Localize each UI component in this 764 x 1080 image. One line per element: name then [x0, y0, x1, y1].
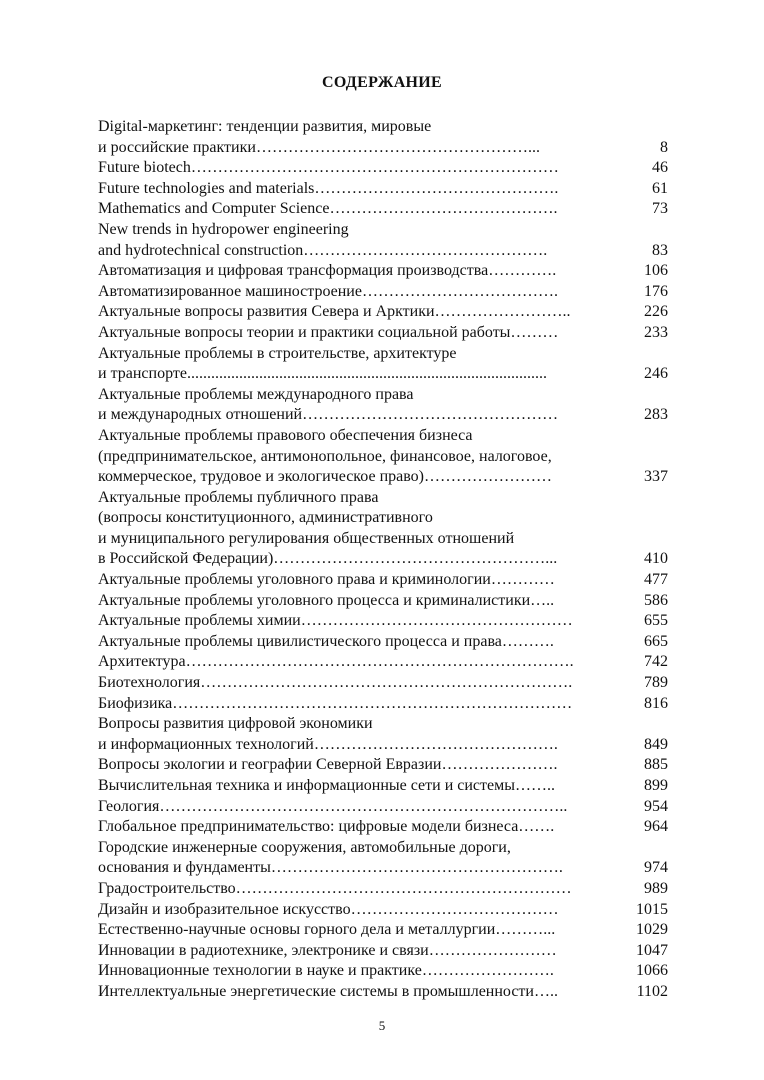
toc-entry-page: 233: [644, 323, 668, 341]
toc-entry-page: 1066: [636, 962, 668, 980]
toc-entry-page: 655: [644, 612, 668, 630]
toc-entry-title: Дизайн и изобразительное искусство…………………………………: [98, 900, 559, 918]
toc-entry-line: [98, 220, 668, 241]
toc-entry-page: 337: [644, 468, 668, 486]
toc-entry-title: Градостроительство………………………………………………………: [98, 879, 572, 897]
toc-entry-line: [98, 673, 668, 694]
toc-entry-page: 974: [644, 859, 668, 877]
toc-entry-title: Инновационные технологии в науке и практике…………………….: [98, 962, 554, 980]
toc-entry-line: [98, 282, 668, 303]
toc-entry-title: Автоматизация и цифровая трансформация производства………….: [98, 262, 557, 280]
toc-entry-line: [98, 632, 668, 653]
toc-entry-title: Актуальные проблемы в строительстве, архитектуре: [98, 344, 457, 362]
toc-entry-page: 8: [660, 138, 668, 156]
toc-entry-title: (предпринимательское, антимонопольное, финансовое, налоговое,: [98, 447, 552, 465]
toc-entry-title: Актуальные проблемы уголовного права и криминологии…………: [98, 571, 555, 589]
toc-entry-title: Future biotech……………………………………………………………: [98, 159, 559, 177]
toc-entry-line: [98, 529, 668, 550]
toc-entry-line: [98, 982, 668, 1003]
toc-entry-line: [98, 138, 668, 159]
toc-entry-title: New trends in hydropower engineering: [98, 220, 349, 238]
toc-entry-line: [98, 961, 668, 982]
toc-entry-page: 964: [644, 818, 668, 836]
toc-entry-line: [98, 591, 668, 612]
toc-entry-page: 477: [644, 571, 668, 589]
toc-entry-page: 1102: [636, 982, 668, 1000]
toc-entry-title: Актуальные проблемы правового обеспечения бизнеса: [98, 426, 473, 444]
toc-entry-page: 106: [644, 262, 668, 280]
toc-entry-title: Актуальные проблемы публичного права: [98, 488, 379, 506]
toc-entry-line: [98, 117, 668, 138]
toc-entry-page: 665: [644, 632, 668, 650]
toc-entry-title: коммерческое, трудовое и экологическое право)……………………: [98, 468, 552, 486]
toc-entry-line: [98, 879, 668, 900]
toc-entry-title: Актуальные проблемы цивилистического процесса и права……….: [98, 632, 554, 650]
toc-entry-line: [98, 941, 668, 962]
toc-entry-line: [98, 447, 668, 468]
toc-entry-line: [98, 426, 668, 447]
toc-entry-page: 410: [644, 550, 668, 568]
toc-entry-title: Digital-маркетинг: тенденции развития, мировые: [98, 118, 432, 135]
toc-entry-title: и транспорте..........................................................................................: [98, 365, 547, 383]
toc-entry-title: Вопросы развития цифровой экономики: [98, 715, 373, 733]
toc-entry-title: Интеллектуальные энергетические системы в промышленности…..: [98, 982, 558, 1000]
toc-entry-title: Естественно-научные основы горного дела и металлургии………...: [98, 921, 556, 939]
toc-entry-line: [98, 241, 668, 262]
toc-entry-title: и международных отношений…………………………………………: [98, 406, 559, 424]
toc-entry-page: 46: [652, 159, 668, 177]
toc-entry-line: [98, 755, 668, 776]
toc-entry-title: Актуальные проблемы химии……………………………………………: [98, 612, 573, 630]
toc-entry-page: 283: [644, 406, 668, 424]
toc-entry-title: Актуальные вопросы теории и практики социальной работы………: [98, 323, 559, 341]
toc-entry-page: 816: [644, 694, 668, 712]
toc-entry-line: [98, 261, 668, 282]
toc-entry-title: Геология…………………………………………………………………..: [98, 797, 568, 815]
toc-entry-page: 83: [652, 241, 668, 259]
toc-entry-title: Автоматизированное машиностроение……………………………….: [98, 282, 558, 300]
toc-entry-page: 586: [644, 591, 668, 609]
toc-entry-line: [98, 364, 668, 385]
toc-entry-title: Актуальные вопросы развития Севера и Арктики……………………..: [98, 303, 571, 321]
page-title: СОДЕРЖАНИЕ: [321, 74, 443, 91]
toc-entry-page: 1029: [636, 921, 668, 939]
toc-entry-title: Future technologies and materials……………………………………….: [98, 179, 559, 197]
toc-entry-page: 1047: [636, 941, 668, 959]
toc-entry-line: [98, 344, 668, 365]
toc-entry-title: Вопросы экологии и географии Северной Евразии………………….: [98, 756, 558, 774]
toc-entry-page: 176: [644, 282, 668, 300]
toc-entry-line: [98, 611, 668, 632]
toc-entry-line: [98, 858, 668, 879]
toc-entry-line: [98, 920, 668, 941]
toc-entry-title: Биофизика…………………………………………………………………: [98, 694, 573, 712]
toc-entry-title: и муниципального регулирования общественных отношений: [98, 529, 515, 547]
toc-entry-title: and hydrotechnical construction……………………………………….: [98, 241, 548, 259]
page-number: 5: [378, 1018, 386, 1033]
toc-entry-line: [98, 838, 668, 859]
toc-entry-title: в Российской Федерации)……………………………………………...: [98, 550, 558, 568]
toc-entry-page: 989: [644, 879, 668, 897]
table-of-contents: [98, 117, 668, 1003]
toc-entry-line: [98, 385, 668, 406]
toc-entry-line: [98, 179, 668, 200]
toc-entry-page: 226: [644, 303, 668, 321]
toc-entry-line: [98, 323, 668, 344]
toc-entry-title: Архитектура……………………………………………………………….: [98, 653, 574, 671]
toc-entry-line: [98, 405, 668, 426]
toc-entry-line: [98, 776, 668, 797]
toc-entry-title: Городские инженерные сооружения, автомобильные дороги,: [98, 838, 511, 856]
toc-entry-line: [98, 508, 668, 529]
toc-entry-line: [98, 570, 668, 591]
toc-entry-line: [98, 817, 668, 838]
toc-entry-title: Биотехнология…………………………………………………………….: [98, 674, 573, 692]
toc-entry-title: Актуальные проблемы международного права: [98, 385, 414, 403]
toc-entry-title: основания и фундаменты……………………………………………….: [98, 859, 563, 877]
toc-entry-line: [98, 797, 668, 818]
toc-entry-title: Глобальное предпринимательство: цифровые модели бизнеса…….: [98, 818, 555, 836]
toc-entry-line: [98, 714, 668, 735]
toc-entry-line: [98, 652, 668, 673]
toc-entry-line: [98, 900, 668, 921]
toc-entry-page: 73: [652, 200, 668, 218]
toc-entry-line: [98, 467, 668, 488]
toc-entry-page: 1015: [636, 900, 668, 918]
toc-entry-page: 742: [644, 653, 668, 671]
toc-entry-title: (вопросы конституционного, административного: [98, 509, 433, 527]
toc-entry-line: [98, 158, 668, 179]
toc-entry-line: [98, 488, 668, 509]
toc-entry-title: Вычислительная техника и информационные сети и системы……..: [98, 777, 555, 794]
toc-entry-title: Инновации в радиотехнике, электронике и связи……………………: [98, 941, 557, 959]
toc-entry-title: Актуальные проблемы уголовного процесса и криминалистики…..: [98, 591, 555, 609]
toc-entry-line: [98, 302, 668, 323]
toc-entry-title: Mathematics and Computer Science…………………………………….: [98, 200, 558, 218]
toc-entry-page: 885: [644, 756, 668, 774]
toc-entry-page: 789: [644, 674, 668, 692]
toc-entry-page: 899: [644, 777, 668, 794]
toc-entry-page: 246: [644, 365, 668, 383]
toc-entry-line: [98, 694, 668, 715]
toc-entry-title: и российские практики……………………………………………...: [98, 138, 540, 156]
toc-entry-page: 61: [652, 179, 668, 197]
toc-entry-page: 954: [644, 797, 668, 815]
toc-entry-page: 849: [644, 735, 668, 753]
toc-entry-line: [98, 735, 668, 756]
toc-entry-title: и информационных технологий……………………………………….: [98, 735, 558, 753]
toc-entry-line: [98, 199, 668, 220]
toc-entry-line: [98, 549, 668, 570]
